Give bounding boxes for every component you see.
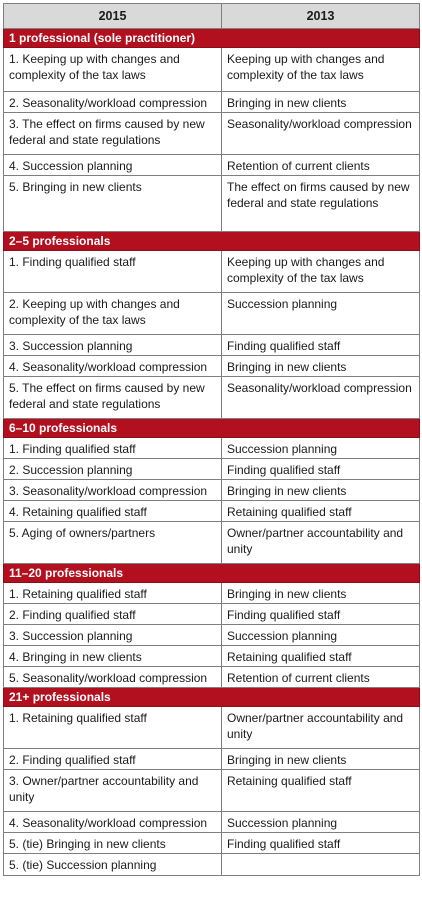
cell-2013: Retention of current clients [222, 667, 420, 688]
cell-2015: 5. (tie) Bringing in new clients [4, 833, 222, 854]
table-row [4, 583, 420, 604]
group-title: 6–10 professionals [4, 419, 420, 438]
cell-2015: 2. Finding qualified staff [4, 749, 222, 770]
group-header-row [4, 688, 420, 707]
cell-2013: Retaining qualified staff [222, 646, 420, 667]
group-header-row [4, 564, 420, 583]
cell-2013: Retaining qualified staff [222, 501, 420, 522]
group-header-row [4, 232, 420, 251]
table-row [4, 251, 420, 293]
cell-2015: 1. Retaining qualified staff [4, 707, 222, 749]
cell-2013: Seasonality/workload compression [222, 113, 420, 155]
cell-2015: 5. Seasonality/workload compression [4, 667, 222, 688]
table-row [4, 176, 420, 232]
cell-2015: 2. Succession planning [4, 459, 222, 480]
cell-2015: 2. Finding qualified staff [4, 604, 222, 625]
cell-2013: Finding qualified staff [222, 459, 420, 480]
table-row [4, 155, 420, 176]
table-row [4, 480, 420, 501]
cell-2015: 1. Keeping up with changes and complexity of the tax laws [4, 48, 222, 92]
table-row [4, 604, 420, 625]
group-title: 1 professional (sole practitioner) [4, 29, 420, 48]
cell-2013: Retaining qualified staff [222, 770, 420, 812]
table-row [4, 356, 420, 377]
cell-2013: Seasonality/workload compression [222, 377, 420, 419]
header-2015: 2015 [4, 4, 222, 29]
cell-2013: Finding qualified staff [222, 833, 420, 854]
cell-2015: 3. The effect on firms caused by new federal and state regulations [4, 113, 222, 155]
group-title: 11–20 professionals [4, 564, 420, 583]
table-row [4, 833, 420, 854]
group-title: 2–5 professionals [4, 232, 420, 251]
cell-2015: 5. Bringing in new clients [4, 176, 222, 232]
cell-2015: 4. Bringing in new clients [4, 646, 222, 667]
cell-2013: Owner/partner accountability and unity [222, 707, 420, 749]
cell-2015: 1. Finding qualified staff [4, 438, 222, 459]
cell-2015: 5. (tie) Succession planning [4, 854, 222, 876]
cell-2013: Owner/partner accountability and unity [222, 522, 420, 564]
challenges-table [3, 3, 420, 876]
cell-2015: 4. Seasonality/workload compression [4, 356, 222, 377]
table-row [4, 293, 420, 335]
cell-2015: 3. Succession planning [4, 625, 222, 646]
cell-2015: 1. Finding qualified staff [4, 251, 222, 293]
table-row [4, 522, 420, 564]
cell-2013: Retention of current clients [222, 155, 420, 176]
table-container [3, 3, 419, 876]
table-row [4, 335, 420, 356]
cell-2013: Keeping up with changes and complexity of the tax laws [222, 48, 420, 92]
table-row [4, 113, 420, 155]
cell-2015: 2. Keeping up with changes and complexity of the tax laws [4, 293, 222, 335]
cell-2015: 1. Retaining qualified staff [4, 583, 222, 604]
table-row [4, 770, 420, 812]
table-row [4, 749, 420, 770]
table-row [4, 646, 420, 667]
table-row [4, 377, 420, 419]
table-row [4, 707, 420, 749]
cell-2015: 3. Owner/partner accountability and unity [4, 770, 222, 812]
cell-2013: Bringing in new clients [222, 356, 420, 377]
cell-2013: Succession planning [222, 293, 420, 335]
cell-2013: Succession planning [222, 625, 420, 646]
cell-2013: Bringing in new clients [222, 749, 420, 770]
cell-2013: Succession planning [222, 812, 420, 833]
group-header-row [4, 29, 420, 48]
cell-2013: Finding qualified staff [222, 604, 420, 625]
cell-2013: Finding qualified staff [222, 335, 420, 356]
header-row [4, 4, 420, 29]
cell-2015: 4. Retaining qualified staff [4, 501, 222, 522]
table-row [4, 459, 420, 480]
table-row [4, 667, 420, 688]
cell-2013 [222, 854, 420, 876]
cell-2015: 5. Aging of owners/partners [4, 522, 222, 564]
cell-2015: 4. Succession planning [4, 155, 222, 176]
group-title: 21+ professionals [4, 688, 420, 707]
group-header-row [4, 419, 420, 438]
cell-2015: 2. Seasonality/workload compression [4, 92, 222, 113]
cell-2013: The effect on firms caused by new federal and state regulations [222, 176, 420, 232]
table-row [4, 625, 420, 646]
table-row [4, 501, 420, 522]
cell-2013: Bringing in new clients [222, 92, 420, 113]
cell-2015: 3. Seasonality/workload compression [4, 480, 222, 501]
table-row [4, 92, 420, 113]
table-row [4, 812, 420, 833]
table-body [4, 29, 420, 876]
cell-2013: Bringing in new clients [222, 583, 420, 604]
table-row [4, 438, 420, 459]
cell-2013: Keeping up with changes and complexity of the tax laws [222, 251, 420, 293]
table-row [4, 48, 420, 92]
cell-2015: 4. Seasonality/workload compression [4, 812, 222, 833]
cell-2015: 5. The effect on firms caused by new federal and state regulations [4, 377, 222, 419]
header-2013: 2013 [222, 4, 420, 29]
cell-2015: 3. Succession planning [4, 335, 222, 356]
cell-2013: Succession planning [222, 438, 420, 459]
table-row [4, 854, 420, 876]
cell-2013: Bringing in new clients [222, 480, 420, 501]
